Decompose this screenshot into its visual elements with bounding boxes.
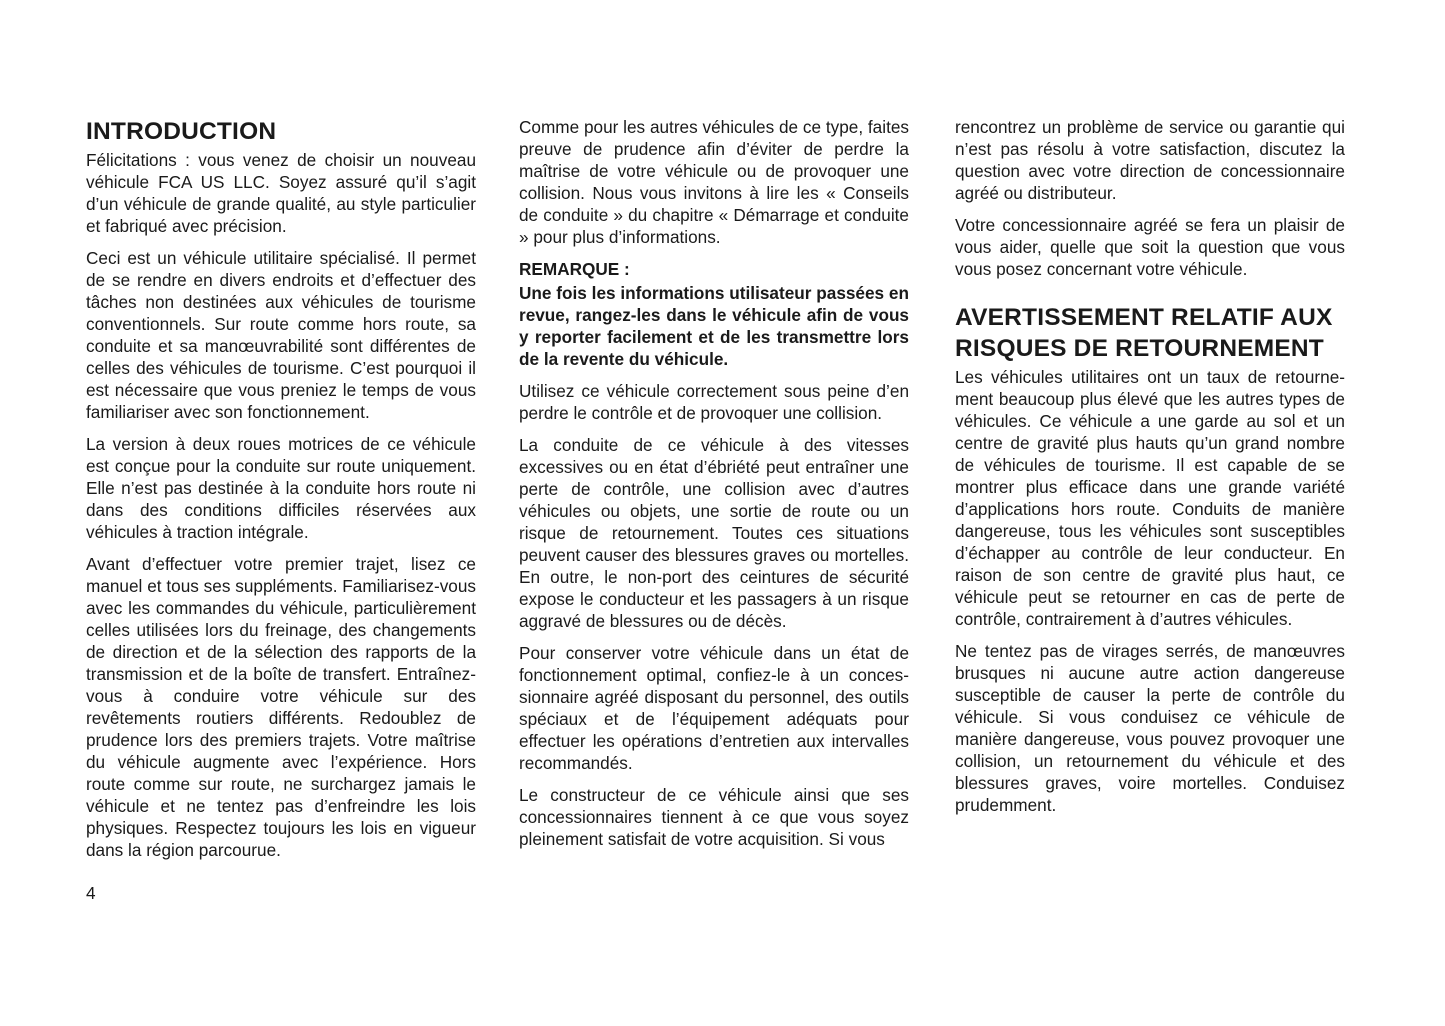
- paragraph-prudence: Comme pour les autres véhicules de ce type, faites preuve de prudence afin d’éviter de perdre la maîtrise de votre véhicule ou de provoquer une collision. Nous vous invitons à lire les « Conseils de conduite » du chapitre « Démarrage et conduite » pour plus d’informations.: [519, 117, 909, 247]
- paragraph-no-sharp-turns: Ne tentez pas de virages serrés, de manœuvres brusques ni aucune autre action dangereuse susceptible de causer la perte de contrôle du véhicule. Si vous conduisez ce véhicule de manière dangereuse, vous pouvez provoquer une collision, un retournement du véhicule et des blessures graves, voire mortelles. Conduisez prudemment.: [955, 641, 1345, 815]
- paragraph-satisfaction: Le constructeur de ce véhicule ainsi que ses concessionnaires tiennent à ce que vous soyez pleinement satisfait de votre acquisition. Si vous: [519, 785, 909, 849]
- paragraph-rollover-rate: Les véhicules utilitaires ont un taux de retournement beaucoup plus élevé que les autres types de véhicules. Ce véhicule a une garde au sol et un centre de gravité plus hauts qu’un grand nombre de véhicules de tourisme. Il est capable de se montrer plus efficace dans une grande variété d’applications hors route. Conduits de manière dangereuse, tous les véhicules sont susceptibles d’échapper au contrôle de leur conducteur. En raison de son centre de gravité plus haut, ce véhicule peut se retourner en cas de perte de contrôle, contrairement à d’autres véhicules.: [955, 367, 1345, 629]
- paragraph-two-wheel-drive: La version à deux roues motrices de ce véhicule est conçue pour la conduite sur route uniquement. Elle n’est pas destinée à la conduite hors route ni dans des conditions difficiles réservées aux véhicules à traction intégrale.: [86, 434, 476, 542]
- introduction-heading: INTRODUCTION: [86, 118, 277, 145]
- page-number: 4: [86, 883, 96, 903]
- remark-text: Une fois les informations utilisateur passées en revue, rangez-les dans le véhicule afin de vous y reporter facilement et de les transmettre lors de la revente du véhicule.: [519, 283, 909, 369]
- paragraph-dealer-help: Votre concessionnaire agréé se fera un plaisir de vous aider, quelle que soit la question que vous vous posez concernant votre véhicule.: [955, 215, 1345, 279]
- column-left: [86, 116, 476, 871]
- rollover-warning-heading: AVERTISSEMENT RELATIF AUX RISQUES DE RETOURNEMENT: [955, 304, 1333, 362]
- paragraph-excessive-speed: La conduite de ce véhicule à des vitesses excessives ou en état d’ébriété peut entraîner une perte de contrôle, une collision avec d’autres véhicules ou objets, une sortie de route ou un risque de retournement. Toutes ces situations peuvent causer des blessures graves ou mortelles. En outre, le non-port des ceintures de sécurité expose le conducteur et les passagers à un risque aggravé de blessures ou de décès.: [519, 435, 909, 631]
- paragraph-before-first-trip: Avant d’effectuer votre premier trajet, lisez ce manuel et tous ses suppléments. Familiarisez-vous avec les commandes du véhicule, particulièrement celles utilisées lors du freinage, des changements de direction et de la sélection des rapports de la transmission et de la boîte de transfert. Entraînez-vous à conduire votre véhicule sur des revêtements routiers différents. Redoublez de prudence lors des premiers trajets. Votre maîtrise du véhicule augmente avec l’expérience. Hors route comme sur route, ne surchargez jamais le véhicule et ne tentez pas d’enfreindre les lois physiques. Respectez toujours les lois en vigueur dans la région parcourue.: [86, 554, 476, 860]
- column-middle: [519, 116, 909, 860]
- paragraph-utility-vehicle: Ceci est un véhicule utilitaire spécialisé. Il permet de se rendre en divers endroits et d’effectuer des tâches non destinées aux véhicules de tourisme conventionnels. Sur route comme hors route, sa conduite et sa manœuvrabilité sont différentes de celles des véhicules de tourisme. C’est pourquoi il est nécessaire que vous preniez le temps de vous familiariser avec son fonctionnement.: [86, 248, 476, 422]
- paragraph-service-problem: rencontrez un problème de service ou garantie qui n’est pas résolu à votre satisfaction, discutez la question avec votre direction de concessionnaire agréé ou distributeur.: [955, 117, 1345, 203]
- paragraph-congratulations: Félicitations : vous venez de choisir un nouveau véhicule FCA US LLC. Soyez assuré qu’il s’agit d’un véhicule de grande qualité, au style particulier et fabriqué avec précision.: [86, 150, 476, 236]
- remark-title: REMARQUE :: [519, 259, 630, 279]
- paragraph-use-correctly: Utilisez ce véhicule correctement sous peine d’en perdre le contrôle et de provoquer une collision.: [519, 381, 909, 423]
- column-right: [955, 116, 1345, 826]
- paragraph-maintenance: Pour conserver votre véhicule dans un état de fonctionnement optimal, confiez-le à un concessionnaire agréé disposant du personnel, des outils spéciaux et de l’équipement adéquats pour effectuer les opérations d’entretien aux intervalles recommandés.: [519, 643, 909, 773]
